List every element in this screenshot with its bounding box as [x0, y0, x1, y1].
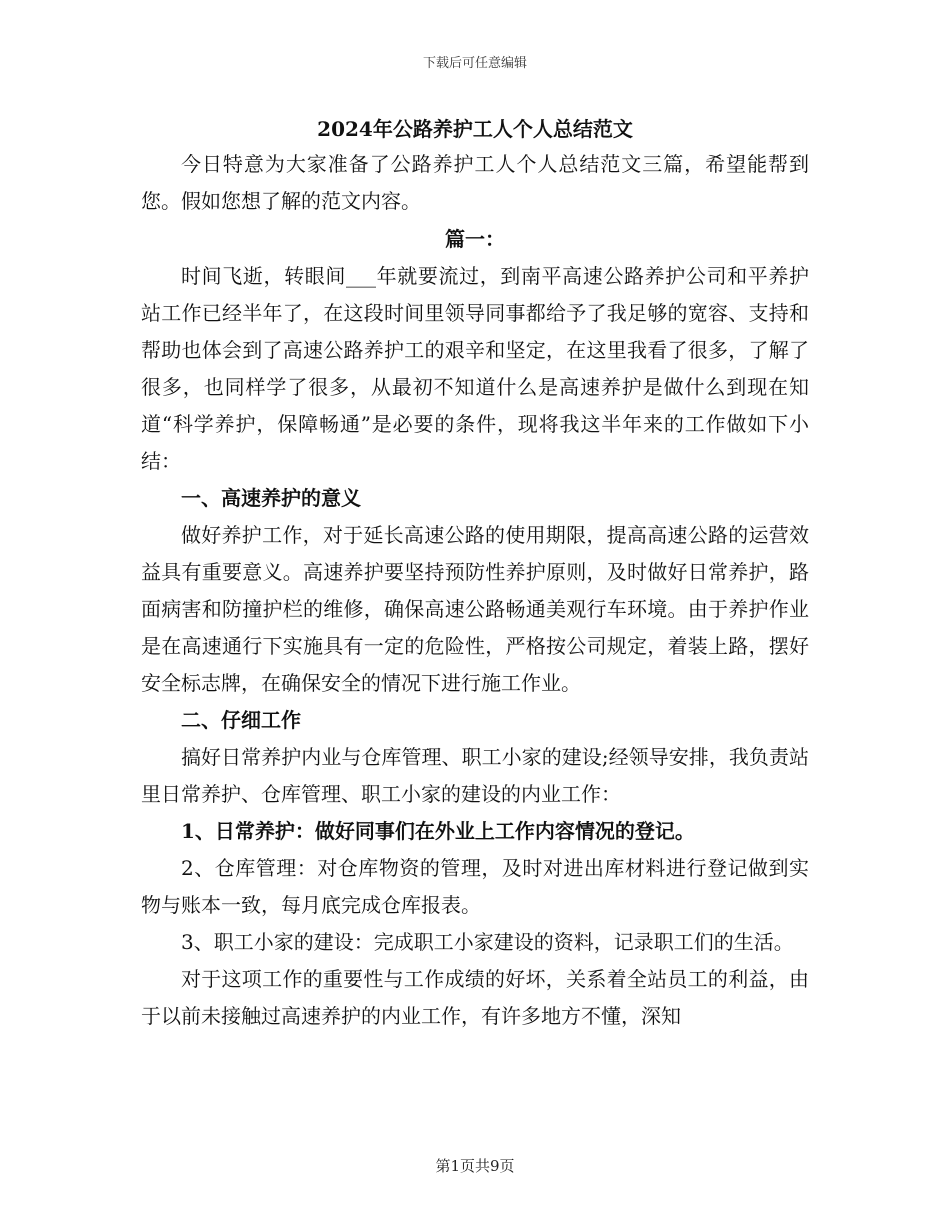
- paragraph-2: 做好养护工作，对于延长高速公路的使用期限，提高高速公路的运营效益具有重要意义。高速养护要坚持预防性养护原则，及时做好日常养护，路面病害和防撞护栏的维修，确保高速公路畅通美观行车环境。由于养护作业是在高速通行下实施具有一定的危险性，严格按公司规定，着装上路，摆好安全标志牌，在确保安全的情况下进行施工作业。: [141, 523, 809, 695]
- document-title: 2024年公路养护工人个人总结范文: [317, 117, 633, 141]
- page-footer-number: 第1页共9页: [435, 1157, 515, 1175]
- paragraph-1: 时间飞逝，转眼间___年就要流过，到南平高速公路养护公司和平养护站工作已经半年了，在这段时间里领导同事都给予了我足够的宽容、支持和帮助也体会到了高速公路养护工的艰辛和坚定，在这里我看了很多，了解了很多，也同样学了很多，从最初不知道什么是高速养护是做什么到现在知道“科学养护，保障畅通”是必要的条件，现将我这半年来的工作做如下小结：: [141, 264, 809, 473]
- page-header-note: 下载后可任意编辑: [422, 56, 527, 71]
- paragraph-3: 搞好日常养护内业与仓库管理、职工小家的建设;经领导安排，我负责站里日常养护、仓库管理、职工小家的建设的内业工作：: [141, 745, 809, 806]
- paragraph-4: 对于这项工作的重要性与工作成绩的好坏，关系着全站员工的利益，由于以前未接触过高速养护的内业工作，有许多地方不懂，深知: [141, 967, 809, 1028]
- list-item-2: 2、仓库管理：对仓库物资的管理，及时对进出库材料进行登记做到实物与账本一致，每月底完成仓库报表。: [141, 856, 809, 917]
- part-label: 篇一：: [445, 227, 505, 251]
- intro-paragraph: 今日特意为大家准备了公路养护工人个人总结范文三篇，希望能帮到您。假如您想了解的范文内容。: [141, 152, 809, 213]
- document-body: [141, 112, 809, 1035]
- list-item-1: 1、日常养护：做好同事们在外业上工作内容情况的登记。: [181, 819, 695, 843]
- section-heading-1: 一、高速养护的意义: [181, 486, 361, 510]
- list-item-3: 3、职工小家的建设：完成职工小家建设的资料，记录职工们的生活。: [181, 930, 794, 954]
- section-heading-2: 二、仔细工作: [181, 708, 301, 732]
